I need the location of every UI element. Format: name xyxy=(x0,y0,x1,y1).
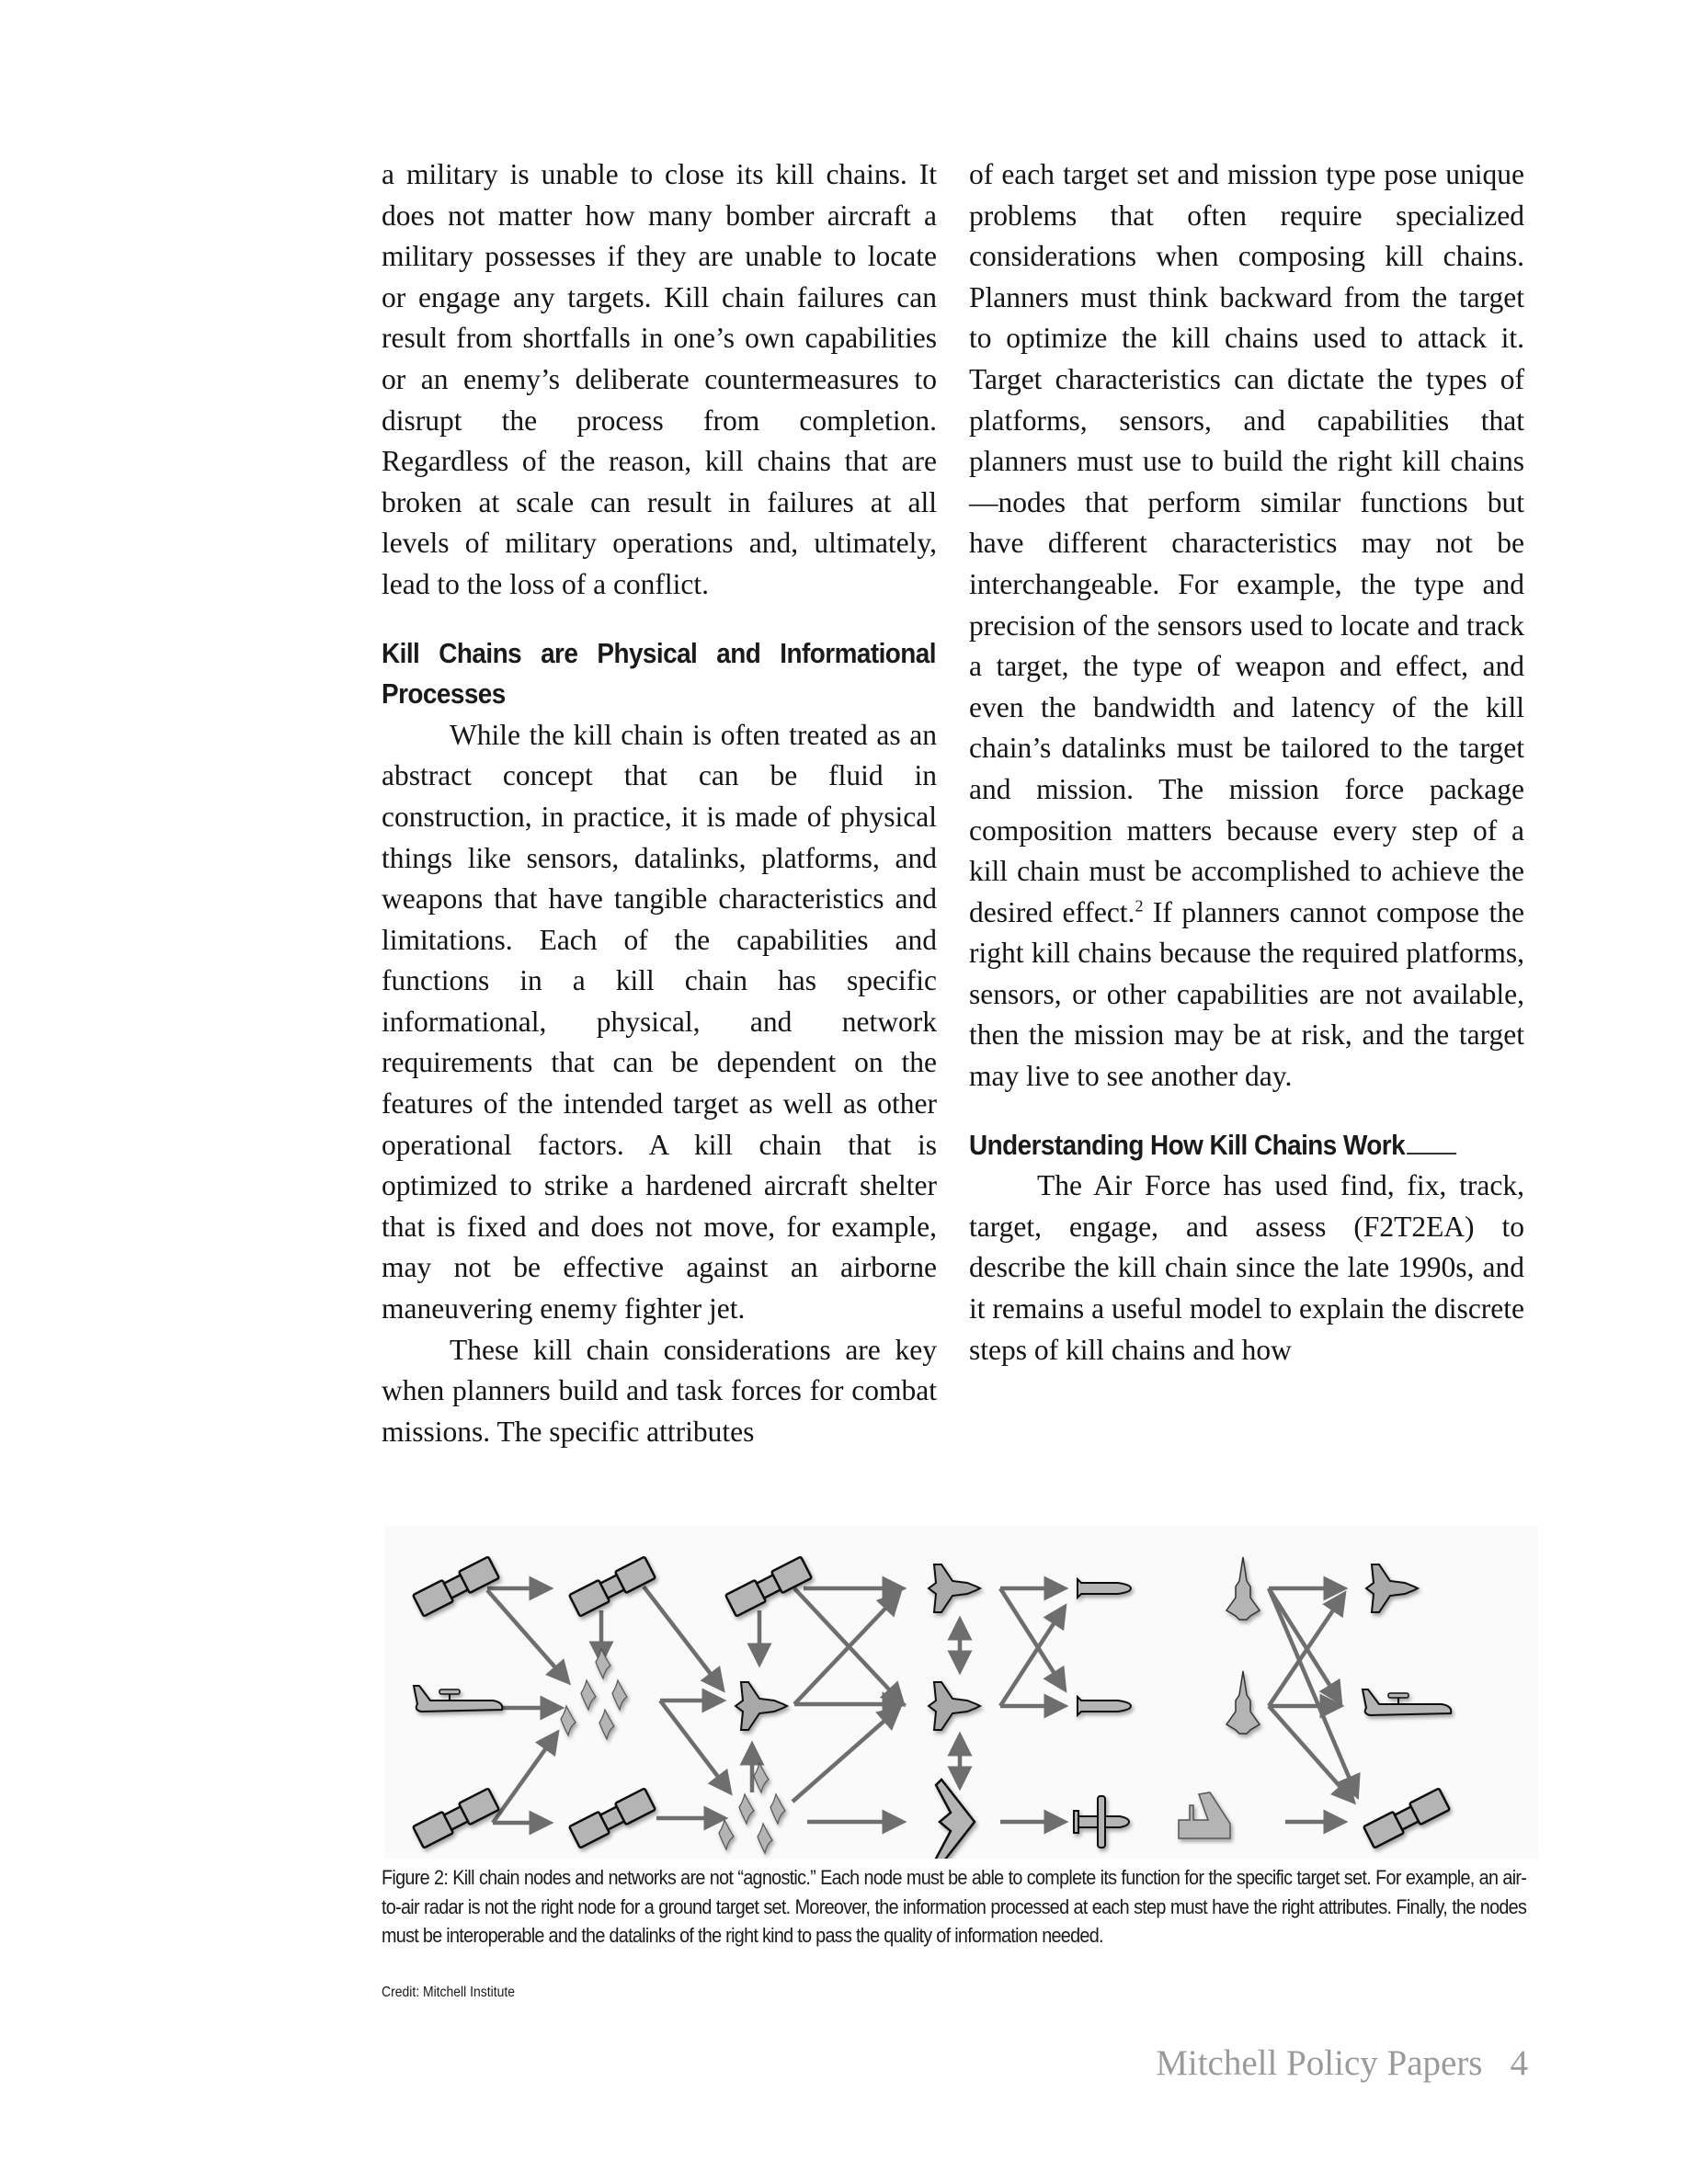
section-heading-text: Understanding How Kill Chains Work xyxy=(969,1128,1406,1161)
page-footer xyxy=(1156,2042,1528,2084)
fighter-jet-icon xyxy=(929,1682,980,1730)
satellite-icon xyxy=(569,1557,656,1617)
fighter-jet-icon xyxy=(929,1564,980,1612)
section-heading: Kill Chains are Physical and Informational Processes xyxy=(382,636,936,711)
left-column xyxy=(382,154,937,1452)
sam-launcher-icon xyxy=(1179,1792,1230,1838)
kill-chain-diagram xyxy=(384,1526,1538,1859)
paragraph-text: of each target set and mission type pose unique problems that often require specialized considerations when composing kill chains. Planners must think backward from the target to optimize the kill chains used to attack it. Target characteristics can dictate the types of platforms, sensors, and capabilities that planners must use to build the right kill chains—nodes that perform similar functions but have different characteristics may not be interchangeable. For example, the type and precision of the sensors used to locate and track a target, the type of weapon and effect, and even the bandwidth and latency of the kill chain’s datalinks must be tailored to the target and mission. The mission force package composition matters because every step of a kill chain must be accomplished to achieve the desired effect. xyxy=(969,158,1524,928)
satellite-icon xyxy=(413,1789,499,1848)
kill-chain-figure xyxy=(384,1526,1538,1859)
satellite-icon xyxy=(413,1557,499,1617)
awacs-aircraft-icon xyxy=(414,1686,502,1712)
page-number: 4 xyxy=(1510,2043,1528,2083)
missile-icon xyxy=(1078,1579,1131,1598)
satellite-icon xyxy=(725,1557,812,1617)
awacs-aircraft-icon xyxy=(1363,1689,1451,1715)
satellite-icon xyxy=(569,1789,656,1848)
section-heading xyxy=(969,1125,1523,1166)
right-column xyxy=(969,154,1524,1371)
fighter-jet-icon xyxy=(736,1682,787,1730)
figure-credit: Credit: Mitchell Institute xyxy=(382,1985,515,2000)
stealth-bomber-icon xyxy=(936,1780,975,1859)
publication-name: Mitchell Policy Papers xyxy=(1156,2043,1483,2083)
body-paragraph: a military is unable to close its kill chains. It does not matter how many bomber aircraft a military possesses if they are unable to locate or engage any targets. Kill chain failures can result from shortfalls in one’s own capabilities or an enemy’s deliberate countermeasures to disrupt the process from completion. Regardless of the reason, kill chains that are broken at scale can result in failures at all levels of military operations and, ultimately, lead to the loss of a conflict. xyxy=(382,158,937,600)
missile-icon xyxy=(1078,1697,1131,1715)
body-paragraph: The Air Force has used find, fix, track, target, engage, and assess (F2T2EA) to describe the kill chain since the late 1990s, and it remains a useful model to explain the discrete steps of kill chains and how xyxy=(969,1169,1524,1366)
figure-caption: Figure 2: Kill chain nodes and networks are not “agnostic.” Each node must be able to complete its function for the specific target set. For example, an air-to-air radar is not the right node for a ground target set. Moreover, the information processed at each step must have the right attributes. Finally, the nodes must be interoperable and the datalinks of the right kind to pass the quality of information needed. xyxy=(382,1866,1527,1947)
enemy-fighter-icon xyxy=(1226,1671,1260,1734)
enemy-fighter-icon xyxy=(1226,1557,1260,1620)
body-paragraph: These kill chain considerations are key when planners build and task forces for combat missions. The specific attributes xyxy=(382,1333,937,1448)
satellite-icon xyxy=(1363,1789,1450,1848)
fighter-jet-icon xyxy=(1366,1564,1418,1612)
heading-rule xyxy=(1407,1153,1456,1155)
paragraph-text: If planners cannot compose the right kill chains because the required platforms, sensors, or other capabilities are not available, then the mission may be at risk, and the target may live to see another day. xyxy=(969,895,1524,1093)
body-paragraph: While the kill chain is often treated as an abstract concept that can be fluid in construction, in practice, it is made of physical things like sensors, datalinks, platforms, and weapons that have tangible characteristics and limitations. Each of the capabilities and functions in a kill chain has specific informational, physical, and network requirements that can be dependent on the features of the intended target as well as other operational factors. A kill chain that is optimized to strike a hardened aircraft shelter that is fixed and does not move, for example, may not be effective against an airborne maneuvering enemy fighter jet. xyxy=(382,718,937,1325)
body-paragraph xyxy=(969,154,1524,1098)
footnote-reference[interactable]: 2 xyxy=(1135,896,1144,916)
cruise-missile-icon xyxy=(1074,1796,1129,1848)
drone-swarm-icon xyxy=(561,1649,627,1739)
